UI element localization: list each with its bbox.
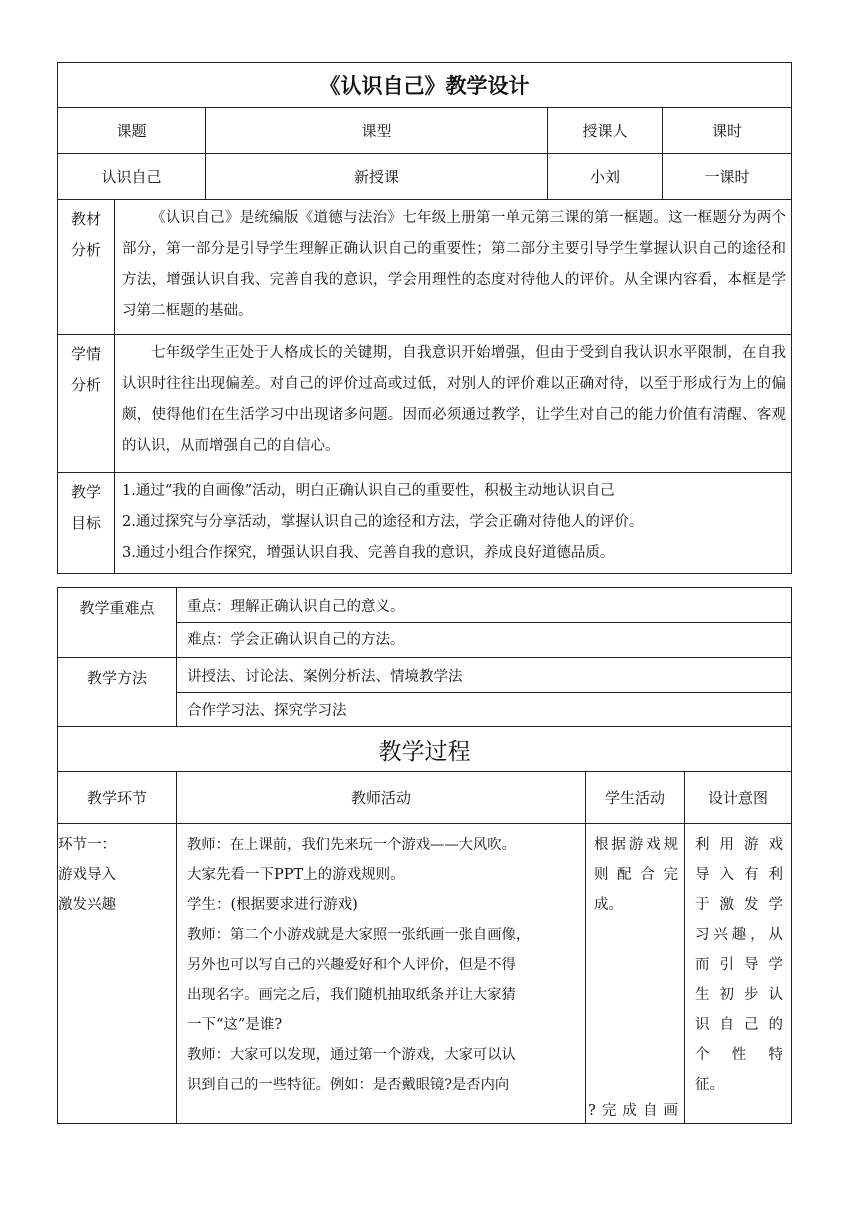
design-intent-cell: [685, 824, 792, 1124]
intent-line: 于激发学: [695, 897, 783, 913]
student-line: 根据游戏规: [594, 837, 678, 853]
intent-line: 利用游戏: [695, 837, 783, 853]
intent-line: 征。: [695, 1077, 724, 1093]
analysis-label: 教材 分析: [58, 200, 115, 335]
process-title: 教学过程: [58, 727, 792, 772]
goal-item: 3.通过小组合作探究，增强认识自我、完善自我的意识，养成良好道德品质。: [122, 545, 615, 561]
stage-line: 激发兴趣: [58, 897, 116, 913]
student-activity-cell: [586, 824, 685, 1124]
material-analysis: [115, 200, 792, 335]
goal-item: 2.通过探究与分享活动，掌握认识自己的途径和方法，学会正确对待他人的评价。: [122, 514, 644, 530]
teacher-line: 教师：第二个小游戏就是大家照一张纸画一张自画像，: [187, 927, 531, 943]
student-line: 成。: [594, 897, 623, 913]
teaching-goals: [115, 473, 792, 574]
methods-label: 教学方法: [58, 658, 177, 727]
teacher-activity-cell: [177, 824, 586, 1124]
process-header-teacher: 教师活动: [177, 772, 586, 824]
goal-item: 1.通过“我的自画像”活动，明白正确认识自己的重要性，积极主动地认识自己: [122, 483, 615, 499]
header-teacher-label: 授课人: [548, 108, 663, 154]
teacher-line: 学生：(根据要求进行游戏): [187, 897, 358, 913]
header-period-label: 课时: [663, 108, 792, 154]
student-line: 则配合完: [594, 867, 678, 883]
intent-line: 习兴趣，从: [695, 927, 783, 943]
type-value: 新授课: [206, 154, 548, 200]
lesson-info-table: [57, 62, 792, 574]
teaching-process-table: [57, 587, 792, 1124]
topic-value: 认识自己: [58, 154, 206, 200]
goals-label: 教学 目标: [58, 473, 115, 574]
process-header-stage: 教学环节: [58, 772, 177, 824]
stage-line: 游戏导入: [58, 867, 116, 883]
stage-line: 环节一：: [58, 837, 116, 853]
intent-line: 导入有利: [695, 867, 783, 883]
teacher-line: 教师：在上课前，我们先来玩一个游戏——大风吹。: [187, 837, 516, 853]
student-analysis: [115, 335, 792, 473]
material-analysis-text: 《认识自己》是统编版《道德与法治》七年级上册第一单元第三课的第一框题。这一框题分为两个部分，第一部分是引导学生理解正确认识自己的重要性；第二部分主要引导学生掌握认识自己的途径和方法，增强认识自我、完善自我的意识，学会用理性的态度对待他人的评价。从全课内容看，本框是学习第二框题的基础。: [122, 210, 787, 319]
methods-line-1: 讲授法、讨论法、案例分析法、情境教学法: [177, 658, 792, 693]
teacher-line: 出现名字。画完之后，我们随机抽取纸条并让大家猜: [187, 987, 516, 1003]
student-line: ?完成自画: [588, 1103, 678, 1119]
student-analysis-text: 七年级学生正处于人格成长的关键期，自我意识开始增强，但由于受到自我认识水平限制，在自我认识时往往出现偏差。对自己的评价过高或过低，对别人的评价难以正确对待，以至于形成行为上的偏颇，使得他们在生活学习中出现诸多问题。因而必须通过教学，让学生对自己的能力价值有清醒、客观的认识，从而增强自己的自信心。: [122, 345, 787, 454]
period-value: 一课时: [663, 154, 792, 200]
header-type-label: 课型: [206, 108, 548, 154]
methods-line-2: 合作学习法、探究学习法: [177, 693, 792, 727]
teacher-line: 教师：大家可以发现，通过第一个游戏，大家可以认: [187, 1047, 516, 1063]
document-title: 《认识自己》教学设计: [58, 63, 792, 108]
intent-line: 个 性 特: [695, 1047, 783, 1063]
keypoint-text: 重点：理解正确认识自己的意义。: [177, 588, 792, 623]
intent-line: 而引导学: [695, 957, 783, 973]
teacher-line: 大家先看一下PPT上的游戏规则。: [187, 867, 405, 883]
stage-cell: [58, 824, 177, 1124]
intent-line: 生初步认: [695, 987, 783, 1003]
header-topic-label: 课题: [58, 108, 206, 154]
difficulty-text: 难点：学会正确认识自己的方法。: [177, 623, 792, 658]
situation-label: 学情 分析: [58, 335, 115, 473]
teacher-line: 一下“这”是谁?: [187, 1017, 283, 1033]
teacher-line: 识到自己的一些特征。例如：是否戴眼镜?是否内向: [187, 1077, 510, 1093]
process-header-student: 学生活动: [586, 772, 685, 824]
intent-line: 识自己的: [695, 1017, 783, 1033]
teacher-line: 另外也可以写自己的兴趣爱好和个人评价，但是不得: [187, 957, 516, 973]
keypoints-label: 教学重难点: [58, 588, 177, 658]
process-header-intent: 设计意图: [685, 772, 792, 824]
teacher-value: 小刘: [548, 154, 663, 200]
